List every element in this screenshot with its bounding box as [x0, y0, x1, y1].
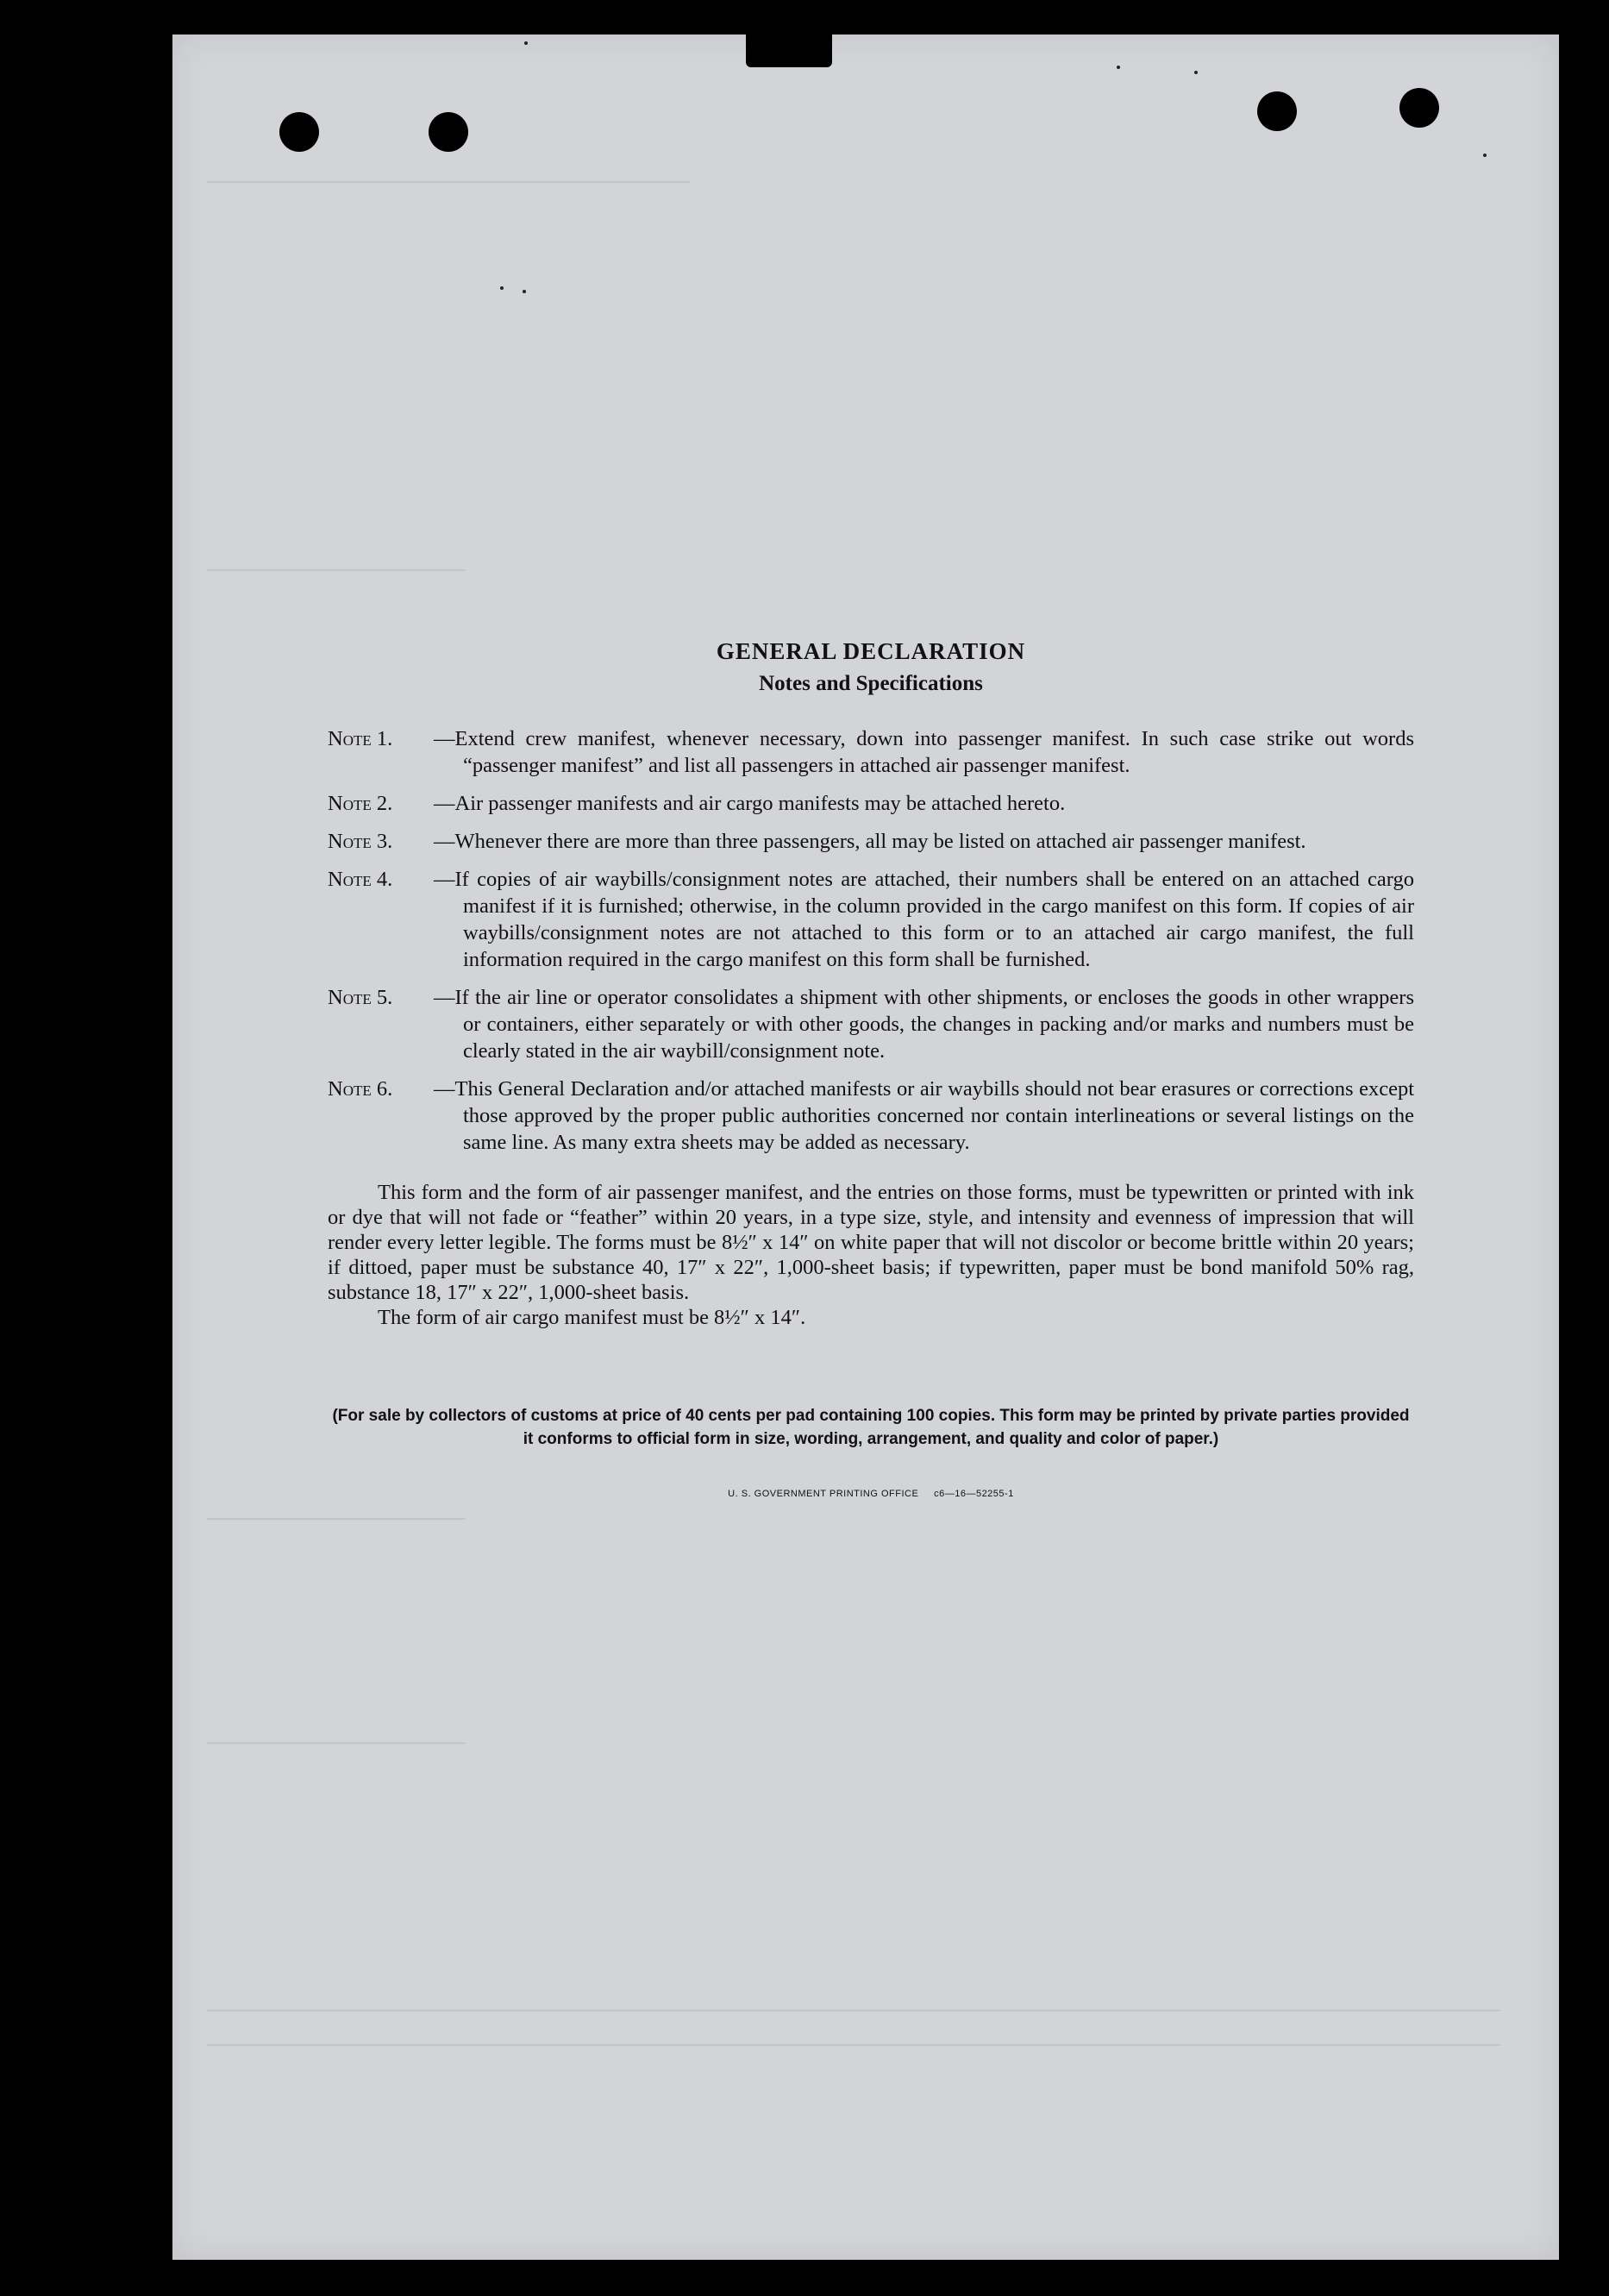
note-label: Note 3.	[328, 830, 393, 853]
note-label: Note 2.	[328, 792, 393, 815]
note-text: —Extend crew manifest, whenever necessary, down into passenger manifest. In such case strike out words “passenger manifest” and list all passengers in attached air passenger manifest.	[434, 727, 1414, 777]
note-label: Note 4.	[328, 868, 393, 891]
punch-hole-4	[1399, 88, 1439, 128]
note-5	[328, 984, 1414, 1064]
note-text: —This General Declaration and/or attached manifests or air waybills should not bear erasures or corrections except those approved by the proper public authorities concerned nor contain interlineations or several listings on the same line. As many extra sheets may be added as necessary.	[434, 1077, 1414, 1154]
speck	[1194, 71, 1198, 74]
note-1	[328, 725, 1414, 779]
bleed-through-line	[207, 181, 690, 183]
note-3	[328, 828, 1414, 855]
note-label: Note 6.	[328, 1077, 393, 1101]
speck	[500, 286, 504, 290]
note-text: —Air passenger manifests and air cargo manifests may be attached hereto.	[434, 792, 1066, 815]
sale-note: (For sale by collectors of customs at price of 40 cents per pad containing 100 copies. This form may be printed by private parties provided it conforms to official form in size, wording, arrangement, and quality and color of paper.)	[332, 1407, 1410, 1448]
bleed-through-line	[207, 1518, 466, 1520]
speck	[1483, 154, 1487, 157]
declaration-content	[328, 638, 1414, 1499]
note-label: Note 1.	[328, 727, 393, 750]
bleed-through-line	[207, 569, 466, 571]
cargo-manifest-size-line: The form of air cargo manifest must be 8½″ x 14″.	[378, 1306, 806, 1329]
note-4	[328, 866, 1414, 973]
document-title: GENERAL DECLARATION	[716, 638, 1026, 664]
speck	[1117, 66, 1120, 69]
sheet-notch	[746, 35, 832, 67]
document-subtitle: Notes and Specifications	[759, 672, 983, 695]
punch-hole-3	[1257, 91, 1297, 131]
note-6	[328, 1076, 1414, 1156]
bleed-through-line	[207, 2044, 1500, 2046]
speck	[523, 290, 526, 293]
punch-hole-1	[279, 112, 319, 152]
bleed-through-line	[207, 1742, 466, 1744]
specification-paragraph: This form and the form of air passenger manifest, and the entries on those forms, must be typewritten or printed with ink or dye that will not fade or “feather” within 20 years, in a type size, style, and intensity and evenness of impression that will render every letter legible. The forms must be 8½″ x 14″ on white paper that will not discolor or become brittle within 20 years; if dittoed, paper must be substance 40, 17″ x 22″, 1,000-sheet basis; if typewritten, paper must be bond manifold 50% rag, substance 18, 17″ x 22″, 1,000-sheet basis.	[328, 1181, 1414, 1304]
punch-hole-2	[429, 112, 468, 152]
note-2	[328, 790, 1414, 817]
bleed-through-line	[207, 2010, 1500, 2011]
speck	[524, 41, 528, 45]
note-text: —Whenever there are more than three passengers, all may be listed on attached air passenger manifest.	[434, 830, 1306, 853]
note-text: —If copies of air waybills/consignment notes are attached, their numbers shall be entered on an attached cargo manifest if it is furnished; otherwise, in the column provided in the cargo manifest on this form. If copies of air waybills/consignment notes are not attached to this form or to an attached air cargo manifest, the full information required in the cargo manifest on this form shall be furnished.	[434, 868, 1414, 971]
note-text: —If the air line or operator consolidates a shipment with other shipments, or encloses the goods in other wrappers or containers, either separately or with other goods, the changes in packing and/or marks and numbers must be clearly stated in the air waybill/consignment note.	[434, 986, 1414, 1063]
note-label: Note 5.	[328, 986, 393, 1009]
document-sheet	[172, 35, 1559, 2260]
printer-imprint: U. S. GOVERNMENT PRINTING OFFICE c6—16—52255-1	[728, 1489, 1014, 1499]
